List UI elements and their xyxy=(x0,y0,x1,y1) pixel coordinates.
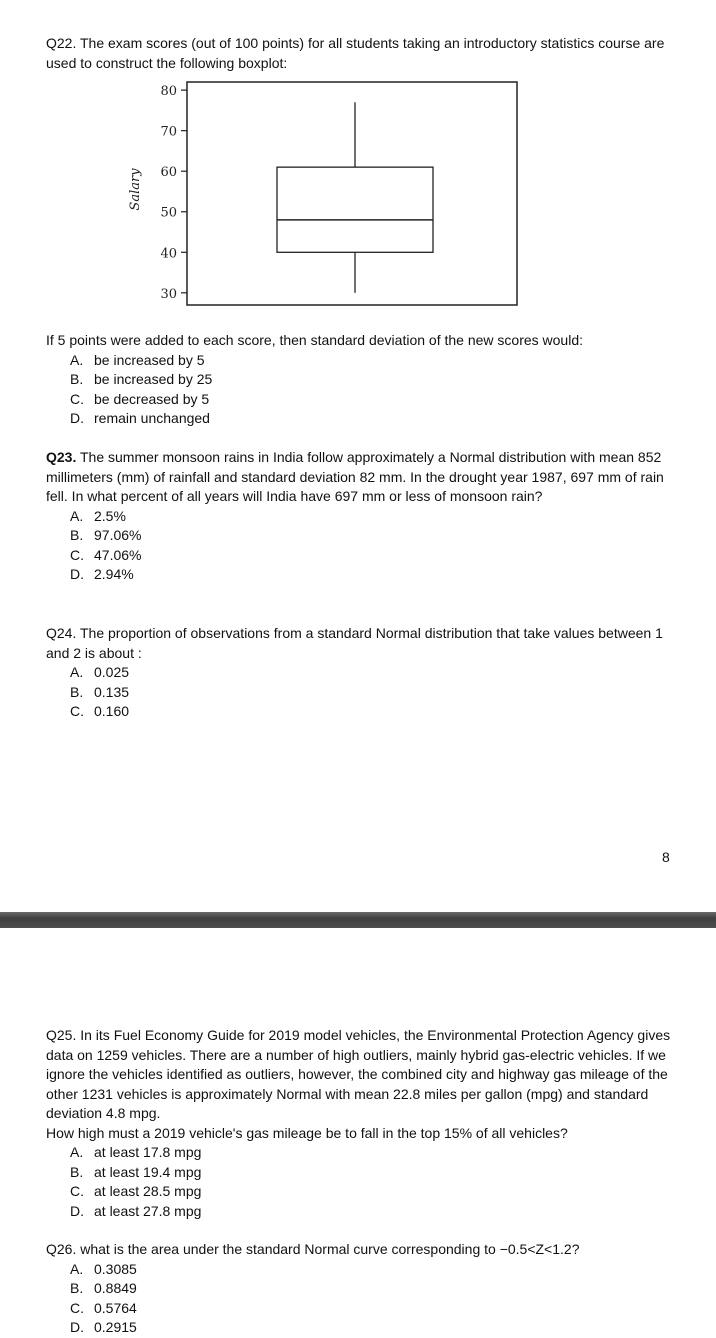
question-25 xyxy=(46,1026,686,1221)
q24-options xyxy=(46,663,686,722)
q26-option-c[interactable]: C. 0.5764 xyxy=(70,1299,137,1316)
q22-option-b[interactable]: B. be increased by 25 xyxy=(70,371,213,387)
q23-option-c[interactable]: C. 47.06% xyxy=(70,546,142,563)
q23-options xyxy=(46,507,686,585)
q25-option-c[interactable]: C. at least 28.5 mpg xyxy=(70,1183,202,1199)
q23-label: Q23. xyxy=(46,449,77,465)
question-26 xyxy=(46,1240,686,1338)
q22-stem: Q22. The exam scores (out of 100 points) for all students taking an introductory statistics course are used to construct the following boxplot: xyxy=(46,35,665,71)
q24-option-a[interactable]: A. 0.025 xyxy=(70,664,130,680)
q25-question: How high must a 2019 vehicle's gas mileage be to fall in the top 15% of all vehicles? xyxy=(46,1124,568,1141)
q26-stem: Q26. what is the area under the standard Normal curve corresponding to −0.5<Z<1.2? xyxy=(46,1241,580,1257)
q24-stem: Q24. The proportion of observations from a standard Normal distribution that take values between 1 and 2 is about : xyxy=(46,625,663,661)
q23-option-b[interactable]: B. 97.06% xyxy=(70,527,142,543)
q25-stem: Q25. In its Fuel Economy Guide for 2019 model vehicles, the Environmental Protection Agency gives data on 1259 vehicles. There are a number of high outliers, mainly hybrid gas-electric vehicles. If we ignore the vehicles identified as outliers, however, the combined city and highway gas mileage of the other 1231 vehicles is approximately Normal with mean 22.8 miles per gallon (mpg) and standard deviation 4.8 mpg. xyxy=(46,1027,671,1121)
y-tick-label-30: 30 xyxy=(160,286,177,302)
boxplot-svg xyxy=(120,72,540,312)
q25-option-b[interactable]: B. at least 19.4 mpg xyxy=(70,1163,202,1180)
q22-option-a[interactable]: A. be increased by 5 xyxy=(70,351,205,368)
q22-option-c[interactable]: C. be decreased by 5 xyxy=(70,390,210,407)
q25-option-d[interactable]: D. at least 27.8 mpg xyxy=(70,1202,202,1219)
y-tick-label-50: 50 xyxy=(160,205,177,221)
question-22 xyxy=(46,34,686,73)
salary-boxplot xyxy=(120,72,540,312)
y-tick-label-40: 40 xyxy=(160,246,177,262)
q24-option-c[interactable]: C. 0.160 xyxy=(70,703,130,719)
page-9 xyxy=(0,928,716,1338)
q22-answers xyxy=(46,331,686,429)
q22-option-d[interactable]: D. remain unchanged xyxy=(70,410,210,426)
q22-options xyxy=(46,351,686,429)
q26-option-a[interactable]: A. 0.3085 xyxy=(70,1260,137,1277)
page-separator xyxy=(0,912,716,928)
y-tick-label-70: 70 xyxy=(160,124,177,140)
q25-options xyxy=(46,1143,686,1221)
q23-option-a[interactable]: A. 2.5% xyxy=(70,507,126,524)
q26-option-b[interactable]: B. 0.8849 xyxy=(70,1280,137,1296)
box-iqr xyxy=(277,167,433,252)
q23-stem xyxy=(46,448,686,507)
y-tick-label-80: 80 xyxy=(160,84,177,100)
q25-option-a[interactable]: A. at least 17.8 mpg xyxy=(70,1144,202,1160)
q26-options xyxy=(46,1260,686,1338)
question-24 xyxy=(46,624,686,722)
q24-option-b[interactable]: B. 0.135 xyxy=(70,683,130,700)
q26-option-d[interactable]: D. 0.2915 xyxy=(70,1319,137,1335)
page-number: 8 xyxy=(662,849,670,865)
q22-followup: If 5 points were added to each score, then standard deviation of the new scores would: xyxy=(46,332,583,348)
q23-option-d[interactable]: D. 2.94% xyxy=(70,566,134,582)
y-axis-label: Salary xyxy=(128,168,143,211)
q23-text: The summer monsoon rains in India follow approximately a Normal distribution with mean 852 millimeters (mm) of rainfall and standard deviation 82 mm. In the drought year 1987, 697 mm of rain fell. In what percent of all years will India have 697 mm or less of monsoon rain? xyxy=(46,449,664,504)
question-23 xyxy=(46,448,686,585)
y-tick-label-60: 60 xyxy=(160,165,177,181)
